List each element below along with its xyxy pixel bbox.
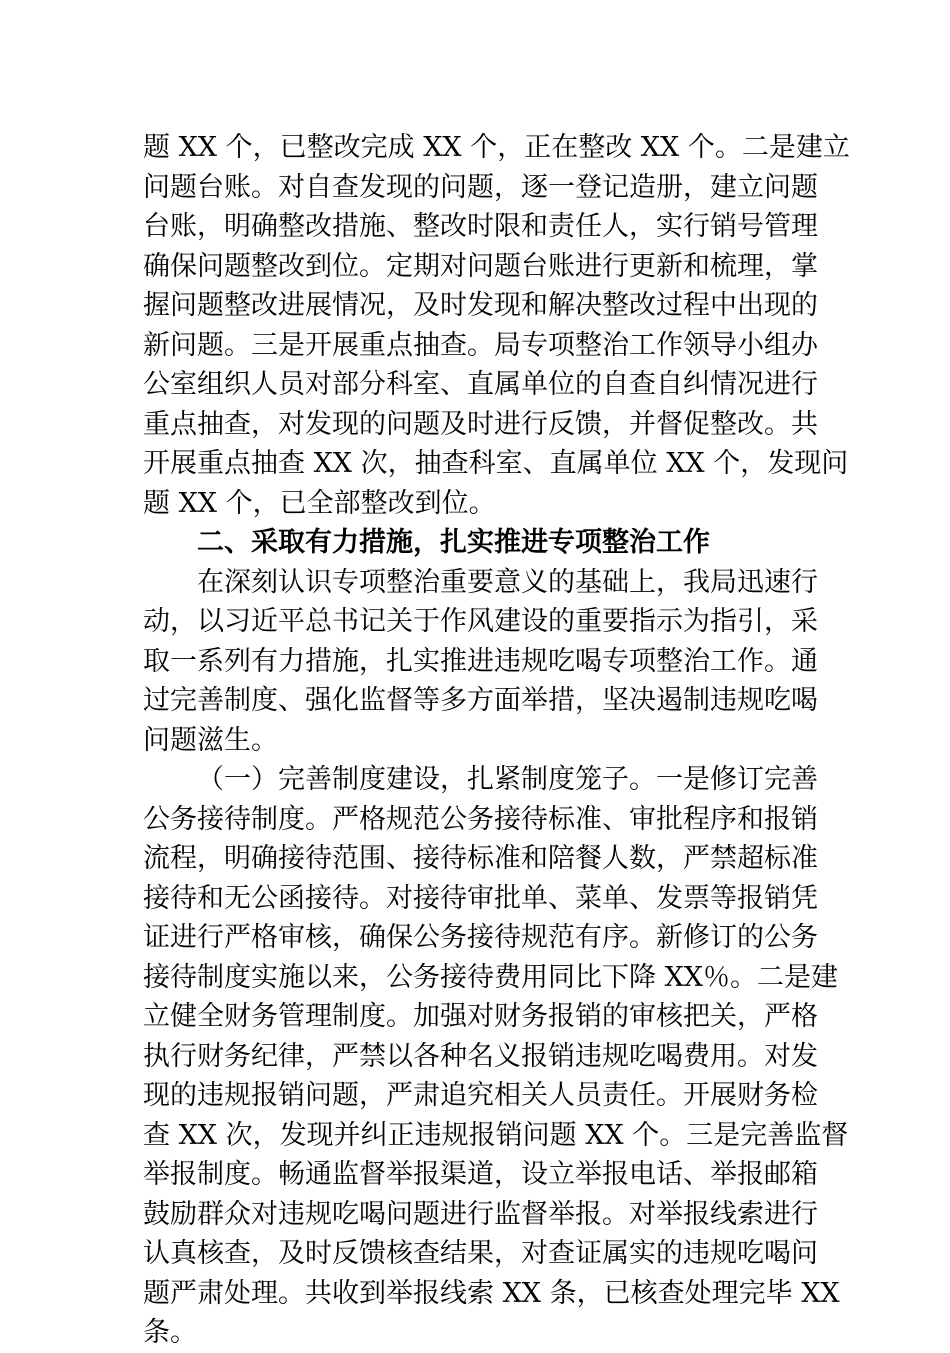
text-line: 接待制度实施以来，公务接待费用同比下降 XX％。二是建 xyxy=(143,961,839,993)
text-line: 取一系列有力措施，扎实推进违规吃喝专项整治工作。通 xyxy=(143,645,818,677)
section-heading: 二、采取有力措施，扎实推进专项整治工作 xyxy=(197,527,710,558)
text-line: 握问题整改进展情况，及时发现和解决整改过程中出现的 xyxy=(143,290,818,321)
text-line: 开展重点抽查 XX 次，抽查科室、直属单位 XX 个，发现问 xyxy=(143,448,849,479)
text-line: 公务接待制度。严格规范公务接待标准、审批程序和报销 xyxy=(143,803,818,835)
text-line: 鼓励群众对违规吃喝问题进行监督举报。对举报线索进行 xyxy=(143,1198,818,1230)
text-line: 接待和无公函接待。对接待审批单、菜单、发票等报销凭 xyxy=(143,882,818,914)
text-line: 题 XX 个，已整改完成 XX 个，正在整改 XX 个。二是建立 xyxy=(143,132,850,163)
text-line: 执行财务纪律，严禁以各种名义报销违规吃喝费用。对发 xyxy=(143,1040,818,1072)
text-line: 举报制度。畅通监督举报渠道，设立举报电话、举报邮箱 xyxy=(143,1159,818,1190)
text-line: 证进行严格审核，确保公务接待规范有序。新修订的公务 xyxy=(143,922,818,953)
text-line: 流程，明确接待范围、接待标准和陪餐人数，严禁超标准 xyxy=(143,843,818,874)
text-line: 认真核查，及时反馈核查结果，对查证属实的违规吃喝问 xyxy=(143,1238,818,1269)
text-line: 公室组织人员对部分科室、直属单位的自查自纠情况进行 xyxy=(143,369,818,400)
text-line: 重点抽查，对发现的问题及时进行反馈，并督促整改。共 xyxy=(143,408,818,440)
text-line: 在深刻认识专项整治重要意义的基础上，我局迅速行 xyxy=(197,566,818,598)
text-line: 过完善制度、强化监督等多方面举措，坚决遏制违规吃喝 xyxy=(143,685,818,716)
text-line: （一）完善制度建设，扎紧制度笼子。一是修订完善 xyxy=(197,764,818,795)
text-line: 确保问题整改到位。定期对问题台账进行更新和梳理，掌 xyxy=(143,250,818,282)
text-line: 立健全财务管理制度。加强对财务报销的审核把关，严格 xyxy=(143,1001,818,1032)
text-line: 动，以习近平总书记关于作风建设的重要指示为指引，采 xyxy=(143,606,818,637)
text-line: 问题台账。对自查发现的问题，逐一登记造册，建立问题 xyxy=(143,171,818,203)
text-line: 新问题。三是开展重点抽查。局专项整治工作领导小组办 xyxy=(143,329,818,361)
text-line: 查 XX 次，发现并纠正违规报销问题 XX 个。三是完善监督 xyxy=(143,1119,849,1151)
document-body xyxy=(143,128,850,1353)
text-line: 现的违规报销问题，严肃追究相关人员责任。开展财务检 xyxy=(143,1080,818,1111)
text-line: 题严肃处理。共收到举报线索 XX 条，已核查处理完毕 XX xyxy=(143,1277,840,1309)
text-line: 题 XX 个，已全部整改到位。 xyxy=(143,487,496,519)
text-line: 条。 xyxy=(143,1317,197,1348)
text-line: 问题滋生。 xyxy=(143,724,278,756)
text-line: 台账，明确整改措施、整改时限和责任人，实行销号管理 xyxy=(143,211,818,242)
